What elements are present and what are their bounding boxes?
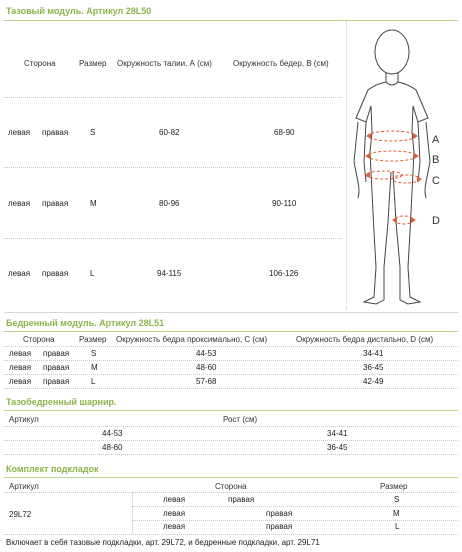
s1-row-l-size: L <box>90 269 95 278</box>
s1-row-m-right: правая <box>42 199 69 208</box>
s3-row-1-a: 44-53 <box>102 429 123 438</box>
s4-divider <box>4 534 458 535</box>
s2-row-m-distal: 36-45 <box>363 363 384 372</box>
measure-b <box>367 151 417 161</box>
s4-column-divider <box>132 492 133 534</box>
s3-row-2-b: 36-45 <box>327 443 348 452</box>
s1-row-l-left: левая <box>8 269 31 278</box>
s4-row-l-size: L <box>395 522 400 531</box>
section1-title: Тазовый модуль. Артикул 28L50 <box>6 6 152 16</box>
s3-header-height: Рост (см) <box>223 415 258 424</box>
s2-row-l-distal: 42-49 <box>363 377 384 386</box>
s1-row-l-hips: 106-126 <box>269 269 299 278</box>
section2-top-rule <box>4 312 458 313</box>
s3-row-2-a: 48-60 <box>102 443 123 452</box>
section4-rule <box>4 477 458 478</box>
s1-header-waist: Окружность талии, А (см) <box>117 59 212 68</box>
s2-divider <box>4 346 458 347</box>
figure-head <box>375 30 409 74</box>
s1-header-hips: Окружность бедер, В (см) <box>233 59 329 68</box>
section1-rule <box>4 20 458 21</box>
s2-row-m-left: левая <box>9 363 32 372</box>
s1-row-m-hips: 90-110 <box>272 199 297 208</box>
section2-rule <box>4 331 458 332</box>
s1-row-s-hips: 68-90 <box>274 128 295 137</box>
s3-divider <box>4 454 458 455</box>
s1-header-size: Размер <box>79 59 107 68</box>
s4-divider <box>132 520 458 521</box>
s1-row-s-waist: 60-82 <box>159 128 180 137</box>
section3-title: Тазобедренный шарнир. <box>6 397 117 407</box>
s1-divider <box>4 97 342 98</box>
s2-header-size: Размер <box>79 335 107 344</box>
figure-label-c: C <box>432 175 440 187</box>
s4-row-l-left: левая <box>163 522 186 531</box>
figure-label-d: D <box>432 215 440 227</box>
s2-divider <box>4 360 458 361</box>
s1-row-s-left: левая <box>8 128 31 137</box>
s3-divider <box>4 426 458 427</box>
s3-divider <box>4 440 458 441</box>
s4-divider <box>4 492 458 493</box>
s2-row-l-left: левая <box>9 377 32 386</box>
measure-a <box>368 131 416 141</box>
s2-row-m-size: M <box>91 363 98 372</box>
s2-row-s-left: левая <box>9 349 32 358</box>
figure-label-b: B <box>432 154 440 166</box>
s2-row-m-proximal: 48-60 <box>196 363 217 372</box>
s4-row-m-left: левая <box>163 509 186 518</box>
s1-row-m-waist: 80-96 <box>159 199 180 208</box>
s1-row-m-left: левая <box>8 199 31 208</box>
section2-title: Бедренный модуль. Артикул 28L51 <box>6 318 165 328</box>
s2-row-l-right: правая <box>43 377 70 386</box>
s4-divider <box>132 506 458 507</box>
s4-header-side: Сторона <box>215 482 247 491</box>
s2-row-s-proximal: 44-53 <box>196 349 217 358</box>
s3-row-1-b: 34-41 <box>327 429 348 438</box>
s1-row-l-right: правая <box>42 269 69 278</box>
s2-row-l-proximal: 57-68 <box>196 377 217 386</box>
s1-row-s-size: S <box>90 128 96 137</box>
s2-row-m-right: правая <box>43 363 70 372</box>
section3-rule <box>4 410 458 411</box>
s2-divider <box>4 374 458 375</box>
s2-row-l-size: L <box>91 377 96 386</box>
s1-divider <box>4 238 342 239</box>
s3-header-article: Артикул <box>9 415 39 424</box>
s4-article: 29L72 <box>9 510 32 519</box>
figure-label-a: A <box>432 134 440 146</box>
s4-row-s-right: правая <box>228 495 255 504</box>
s2-divider <box>4 388 458 389</box>
s4-footnote: Включает в себя тазовые подкладки, арт. 29L72, и бедренные подкладки, арт. 29L71 <box>6 538 320 547</box>
s4-row-l-right: правая <box>266 522 293 531</box>
s4-row-m-size: M <box>393 509 400 518</box>
s4-row-s-size: S <box>394 495 400 504</box>
s1-row-s-right: правая <box>42 128 69 137</box>
body-figure <box>346 22 462 310</box>
s4-header-article: Артикул <box>9 482 39 491</box>
s4-row-m-right: правая <box>266 509 293 518</box>
s4-row-s-left: левая <box>163 495 186 504</box>
s2-row-s-size: S <box>91 349 97 358</box>
s2-header-proximal: Окружность бедра проксимально, С (см) <box>116 335 268 344</box>
s4-header-size: Размер <box>380 482 408 491</box>
s2-row-s-right: правая <box>43 349 70 358</box>
s1-divider <box>4 167 342 168</box>
s1-row-l-waist: 94-115 <box>157 269 182 278</box>
s2-header-side: Сторона <box>23 335 55 344</box>
s2-row-s-distal: 34-41 <box>363 349 384 358</box>
s1-header-side: Сторона <box>24 59 56 68</box>
s2-header-distal: Окружность бедра дистально, D (см) <box>296 335 434 344</box>
section4-title: Комплект подкладок <box>6 464 99 474</box>
s1-row-m-size: M <box>90 199 97 208</box>
